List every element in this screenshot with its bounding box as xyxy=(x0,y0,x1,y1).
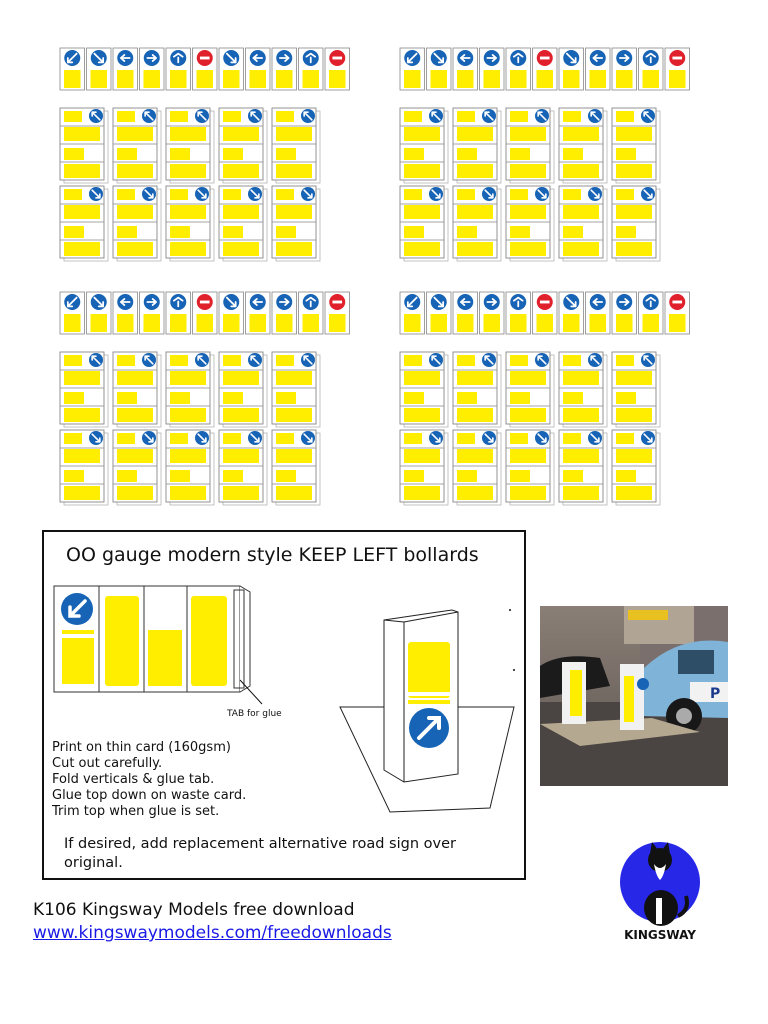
bollard-card xyxy=(400,352,448,427)
bollard-card xyxy=(506,430,554,505)
instruction-line: Trim top when glue is set. xyxy=(52,804,220,819)
bollard-card xyxy=(272,186,320,261)
bollard-card xyxy=(219,352,267,427)
tab-label: TAB for glue xyxy=(227,709,282,719)
bollard-card xyxy=(219,108,267,183)
instruction-title: OO gauge modern style KEEP LEFT bollards xyxy=(66,544,479,566)
bollard-card xyxy=(60,352,108,427)
logo-text: KINGSWAY xyxy=(624,928,696,942)
instruction-line: Print on thin card (160gsm) xyxy=(52,740,231,755)
instruction-line: Glue top down on waste card. xyxy=(52,788,247,803)
instruction-box xyxy=(42,530,526,880)
bollard-card xyxy=(612,430,660,505)
bollard-card xyxy=(60,108,108,183)
bollard-card xyxy=(219,186,267,261)
bollard-card xyxy=(400,108,448,183)
yellow-band xyxy=(62,630,94,634)
bollard-card xyxy=(60,430,108,505)
bollard-card xyxy=(453,430,501,505)
bollard-card xyxy=(506,186,554,261)
model-photo xyxy=(540,606,728,786)
yellow-panel xyxy=(148,630,182,686)
bollard-card xyxy=(400,430,448,505)
sign-strip xyxy=(400,292,690,334)
bollard-card xyxy=(272,108,320,183)
instruction-note: If desired, add replacement alternative road sign over original. xyxy=(64,836,456,871)
bollard-card xyxy=(612,108,660,183)
bollard-card xyxy=(166,430,214,505)
bollard-card xyxy=(272,352,320,427)
bollard-card xyxy=(612,352,660,427)
sign-strip xyxy=(60,48,350,90)
bollard-card xyxy=(400,186,448,261)
bollard-card xyxy=(113,108,161,183)
svg-text:P: P xyxy=(710,686,721,702)
instruction-list xyxy=(52,740,246,820)
bollard-card xyxy=(166,108,214,183)
tab-pointer xyxy=(240,680,262,704)
bollard-card xyxy=(453,352,501,427)
yellow-panel xyxy=(62,638,94,684)
glue-tab xyxy=(240,586,250,692)
footer-title: K106 Kingsway Models free download xyxy=(33,900,355,920)
bollard-card xyxy=(166,352,214,427)
sign-strip xyxy=(400,48,690,90)
instruction-line: Fold verticals & glue tab. xyxy=(52,772,215,787)
bollard-card xyxy=(113,430,161,505)
bollard-card xyxy=(506,108,554,183)
bollard-card xyxy=(453,186,501,261)
download-link[interactable]: www.kingswaymodels.com/freedownloads xyxy=(33,923,392,943)
bollard-card xyxy=(559,186,607,261)
kingsway-logo xyxy=(616,836,704,928)
sign-strip xyxy=(60,292,350,334)
bollard-card xyxy=(113,186,161,261)
bollard-card xyxy=(60,186,108,261)
bollard-card xyxy=(559,430,607,505)
yellow-panel xyxy=(105,596,139,686)
bollard-card xyxy=(506,352,554,427)
yellow-panel xyxy=(191,596,227,686)
bollard-card xyxy=(612,186,660,261)
bollard-card xyxy=(272,430,320,505)
instruction-line: Cut out carefully. xyxy=(52,756,163,771)
bollard-card xyxy=(559,108,607,183)
assembly-diagram xyxy=(44,532,524,878)
bollard-card xyxy=(453,108,501,183)
bollard-card xyxy=(559,352,607,427)
yellow-panel xyxy=(408,642,450,698)
bollard-card xyxy=(166,186,214,261)
bollard-card xyxy=(113,352,161,427)
bollard-card xyxy=(219,430,267,505)
